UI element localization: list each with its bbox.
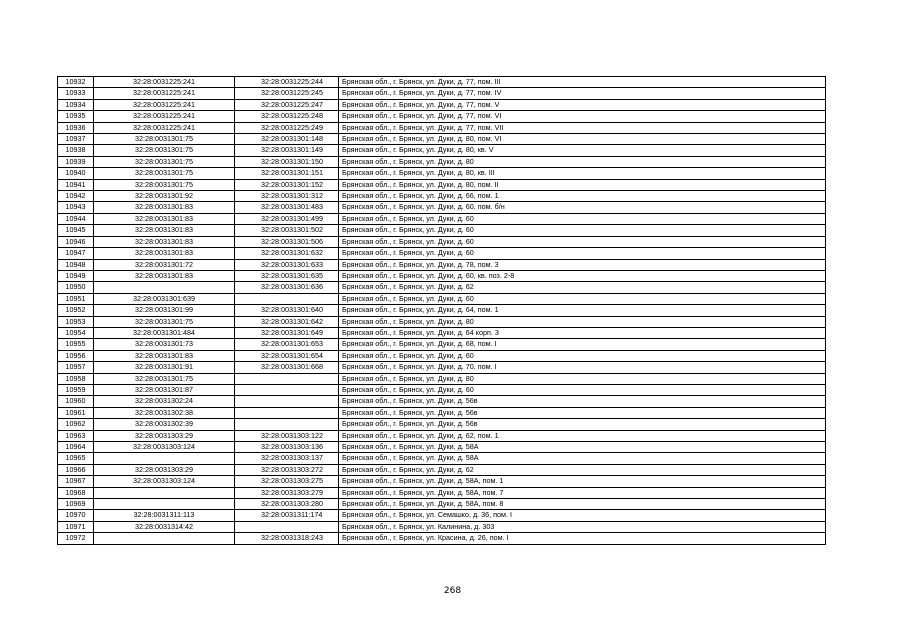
address-cell: Брянская обл., г. Брянск, ул. Дуки, д. 60: [339, 225, 826, 236]
table-row: [58, 248, 826, 259]
address-cell: Брянская обл., г. Брянск, ул. Дуки, д. 56в: [339, 396, 826, 407]
table-row: [58, 99, 826, 110]
object-cadastral-number-cell: 32:28:0031311:174: [235, 510, 339, 521]
row-number-cell: 10967: [58, 476, 94, 487]
object-cadastral-number-cell: 32:28:0031301:312: [235, 191, 339, 202]
parcel-cadastral-number-cell: 32:28:0031301:75: [94, 316, 235, 327]
row-number-cell: 10932: [58, 77, 94, 88]
row-number-cell: 10957: [58, 362, 94, 373]
object-cadastral-number-cell: [235, 419, 339, 430]
row-number-cell: 10961: [58, 407, 94, 418]
table-row: [58, 270, 826, 281]
address-cell: Брянская обл., г. Брянск, ул. Дуки, д. 80, кв. III: [339, 168, 826, 179]
parcel-cadastral-number-cell: 32:28:0031301:72: [94, 259, 235, 270]
parcel-cadastral-number-cell: [94, 533, 235, 544]
object-cadastral-number-cell: 32:28:0031225:247: [235, 99, 339, 110]
table-row: [58, 487, 826, 498]
address-cell: Брянская обл., г. Брянск, ул. Дуки, д. 80: [339, 316, 826, 327]
parcel-cadastral-number-cell: [94, 487, 235, 498]
parcel-cadastral-number-cell: 32:28:0031301:92: [94, 191, 235, 202]
parcel-cadastral-number-cell: 32:28:0031301:83: [94, 350, 235, 361]
row-number-cell: 10935: [58, 111, 94, 122]
object-cadastral-number-cell: 32:28:0031301:636: [235, 282, 339, 293]
table-row: [58, 134, 826, 145]
table-row: [58, 122, 826, 133]
object-cadastral-number-cell: 32:28:0031301:150: [235, 156, 339, 167]
address-cell: Брянская обл., г. Брянск, ул. Семашко, д. 36, пом. I: [339, 510, 826, 521]
row-number-cell: 10969: [58, 499, 94, 510]
object-cadastral-number-cell: 32:28:0031301:633: [235, 259, 339, 270]
row-number-cell: 10964: [58, 442, 94, 453]
object-cadastral-number-cell: [235, 521, 339, 532]
parcel-cadastral-number-cell: 32:28:0031301:75: [94, 156, 235, 167]
parcel-cadastral-number-cell: 32:28:0031301:639: [94, 293, 235, 304]
address-cell: Брянская обл., г. Брянск, ул. Дуки, д. 80, пом. II: [339, 179, 826, 190]
table-row: [58, 419, 826, 430]
address-cell: Брянская обл., г. Брянск, ул. Дуки, д. 80: [339, 156, 826, 167]
parcel-cadastral-number-cell: 32:28:0031301:83: [94, 270, 235, 281]
row-number-cell: 10950: [58, 282, 94, 293]
address-cell: Брянская обл., г. Брянск, ул. Дуки, д. 60: [339, 236, 826, 247]
address-cell: Брянская обл., г. Брянск, ул. Дуки, д. 68, пом. I: [339, 339, 826, 350]
object-cadastral-number-cell: [235, 396, 339, 407]
parcel-cadastral-number-cell: 32:28:0031301:83: [94, 225, 235, 236]
address-cell: Брянская обл., г. Брянск, ул. Дуки, д. 60: [339, 293, 826, 304]
row-number-cell: 10942: [58, 191, 94, 202]
table-row: [58, 179, 826, 190]
row-number-cell: 10933: [58, 88, 94, 99]
table-row: [58, 168, 826, 179]
table-row: [58, 407, 826, 418]
parcel-cadastral-number-cell: 32:28:0031225:241: [94, 122, 235, 133]
address-cell: Брянская обл., г. Брянск, ул. Дуки, д. 78, пом. 3: [339, 259, 826, 270]
address-cell: Брянская обл., г. Брянск, ул. Дуки, д. 60, кв. поз. 2-8: [339, 270, 826, 281]
row-number-cell: 10934: [58, 99, 94, 110]
row-number-cell: 10946: [58, 236, 94, 247]
address-cell: Брянская обл., г. Брянск, ул. Дуки, д. 77, пом. III: [339, 77, 826, 88]
table-row: [58, 499, 826, 510]
table-row: [58, 373, 826, 384]
parcel-cadastral-number-cell: 32:28:0031301:484: [94, 327, 235, 338]
object-cadastral-number-cell: 32:28:0031301:640: [235, 305, 339, 316]
address-cell: Брянская обл., г. Брянск, ул. Дуки, д. 80, пом. VI: [339, 134, 826, 145]
row-number-cell: 10955: [58, 339, 94, 350]
parcel-cadastral-number-cell: 32:28:0031303:29: [94, 464, 235, 475]
parcel-cadastral-number-cell: 32:28:0031225:241: [94, 99, 235, 110]
table-row: [58, 327, 826, 338]
address-cell: Брянская обл., г. Брянск, ул. Дуки, д. 60: [339, 248, 826, 259]
object-cadastral-number-cell: 32:28:0031303:136: [235, 442, 339, 453]
object-cadastral-number-cell: 32:28:0031301:654: [235, 350, 339, 361]
object-cadastral-number-cell: 32:28:0031301:483: [235, 202, 339, 213]
parcel-cadastral-number-cell: 32:28:0031311:113: [94, 510, 235, 521]
row-number-cell: 10945: [58, 225, 94, 236]
object-cadastral-number-cell: 32:28:0031301:649: [235, 327, 339, 338]
address-cell: Брянская обл., г. Брянск, ул. Дуки, д. 62: [339, 282, 826, 293]
row-number-cell: 10948: [58, 259, 94, 270]
address-cell: Брянская обл., г. Брянск, ул. Дуки, д. 60, пом. б/н: [339, 202, 826, 213]
object-cadastral-number-cell: 32:28:0031301:632: [235, 248, 339, 259]
row-number-cell: 10941: [58, 179, 94, 190]
parcel-cadastral-number-cell: [94, 453, 235, 464]
table-row: [58, 236, 826, 247]
address-cell: Брянская обл., г. Брянск, ул. Дуки, д. 80: [339, 373, 826, 384]
table-row: [58, 145, 826, 156]
row-number-cell: 10960: [58, 396, 94, 407]
object-cadastral-number-cell: 32:28:0031301:506: [235, 236, 339, 247]
object-cadastral-number-cell: 32:28:0031301:653: [235, 339, 339, 350]
object-cadastral-number-cell: 32:28:0031301:668: [235, 362, 339, 373]
address-cell: Брянская обл., г. Брянск, ул. Дуки, д. 56в: [339, 407, 826, 418]
table-row: [58, 384, 826, 395]
parcel-cadastral-number-cell: 32:28:0031303:124: [94, 476, 235, 487]
cadastral-table-body: [58, 77, 826, 545]
object-cadastral-number-cell: 32:28:0031301:151: [235, 168, 339, 179]
parcel-cadastral-number-cell: 32:28:0031301:87: [94, 384, 235, 395]
address-cell: Брянская обл., г. Брянск, ул. Дуки, д. 60: [339, 213, 826, 224]
row-number-cell: 10952: [58, 305, 94, 316]
object-cadastral-number-cell: 32:28:0031303:122: [235, 430, 339, 441]
parcel-cadastral-number-cell: 32:28:0031301:75: [94, 134, 235, 145]
table-row: [58, 282, 826, 293]
object-cadastral-number-cell: [235, 293, 339, 304]
address-cell: Брянская обл., г. Брянск, ул. Дуки, д. 77, пом. VI: [339, 111, 826, 122]
object-cadastral-number-cell: 32:28:0031225:248: [235, 111, 339, 122]
parcel-cadastral-number-cell: 32:28:0031301:83: [94, 213, 235, 224]
object-cadastral-number-cell: 32:28:0031303:275: [235, 476, 339, 487]
table-row: [58, 442, 826, 453]
object-cadastral-number-cell: 32:28:0031301:148: [235, 134, 339, 145]
object-cadastral-number-cell: 32:28:0031225:245: [235, 88, 339, 99]
row-number-cell: 10959: [58, 384, 94, 395]
parcel-cadastral-number-cell: [94, 282, 235, 293]
address-cell: Брянская обл., г. Брянск, ул. Дуки, д. 77, пом. VII: [339, 122, 826, 133]
parcel-cadastral-number-cell: 32:28:0031225:241: [94, 77, 235, 88]
parcel-cadastral-number-cell: 32:28:0031302:24: [94, 396, 235, 407]
object-cadastral-number-cell: 32:28:0031225:244: [235, 77, 339, 88]
parcel-cadastral-number-cell: 32:28:0031301:75: [94, 145, 235, 156]
table-row: [58, 213, 826, 224]
address-cell: Брянская обл., г. Брянск, ул. Дуки, д. 80, кв. V: [339, 145, 826, 156]
row-number-cell: 10962: [58, 419, 94, 430]
address-cell: Брянская обл., г. Брянск, ул. Дуки, д. 58А: [339, 453, 826, 464]
address-cell: Брянская обл., г. Брянск, ул. Дуки, д. 58А, пом. 8: [339, 499, 826, 510]
address-cell: Брянская обл., г. Брянск, ул. Дуки, д. 62, пом. 1: [339, 430, 826, 441]
address-cell: Брянская обл., г. Брянск, ул. Дуки, д. 60: [339, 350, 826, 361]
object-cadastral-number-cell: 32:28:0031303:272: [235, 464, 339, 475]
parcel-cadastral-number-cell: [94, 499, 235, 510]
parcel-cadastral-number-cell: 32:28:0031301:83: [94, 236, 235, 247]
address-cell: Брянская обл., г. Брянск, ул. Дуки, д. 77, пом. IV: [339, 88, 826, 99]
row-number-cell: 10943: [58, 202, 94, 213]
table-row: [58, 521, 826, 532]
table-row: [58, 316, 826, 327]
object-cadastral-number-cell: 32:28:0031301:635: [235, 270, 339, 281]
table-row: [58, 362, 826, 373]
table-row: [58, 453, 826, 464]
object-cadastral-number-cell: [235, 373, 339, 384]
address-cell: Брянская обл., г. Брянск, ул. Дуки, д. 60: [339, 384, 826, 395]
address-cell: Брянская обл., г. Брянск, ул. Дуки, д. 58А, пом. 7: [339, 487, 826, 498]
table-row: [58, 350, 826, 361]
row-number-cell: 10966: [58, 464, 94, 475]
table-row: [58, 202, 826, 213]
row-number-cell: 10937: [58, 134, 94, 145]
table-row: [58, 293, 826, 304]
row-number-cell: 10938: [58, 145, 94, 156]
row-number-cell: 10963: [58, 430, 94, 441]
address-cell: Брянская обл., г. Брянск, ул. Дуки, д. 62: [339, 464, 826, 475]
object-cadastral-number-cell: 32:28:0031318:243: [235, 533, 339, 544]
parcel-cadastral-number-cell: 32:28:0031301:83: [94, 248, 235, 259]
address-cell: Брянская обл., г. Брянск, ул. Калинина, д. 303: [339, 521, 826, 532]
table-row: [58, 156, 826, 167]
row-number-cell: 10954: [58, 327, 94, 338]
address-cell: Брянская обл., г. Брянск, ул. Дуки, д. 66, пом. 1: [339, 191, 826, 202]
row-number-cell: 10972: [58, 533, 94, 544]
table-row: [58, 396, 826, 407]
row-number-cell: 10970: [58, 510, 94, 521]
address-cell: Брянская обл., г. Брянск, ул. Дуки, д. 70, пом. I: [339, 362, 826, 373]
page-number: 268: [443, 586, 462, 596]
object-cadastral-number-cell: 32:28:0031301:149: [235, 145, 339, 156]
row-number-cell: 10949: [58, 270, 94, 281]
address-cell: Брянская обл., г. Брянск, ул. Дуки, д. 64 корп. 3: [339, 327, 826, 338]
row-number-cell: 10936: [58, 122, 94, 133]
row-number-cell: 10944: [58, 213, 94, 224]
object-cadastral-number-cell: 32:28:0031301:499: [235, 213, 339, 224]
address-cell: Брянская обл., г. Брянск, ул. Дуки, д. 64, пом. 1: [339, 305, 826, 316]
parcel-cadastral-number-cell: 32:28:0031301:83: [94, 202, 235, 213]
object-cadastral-number-cell: 32:28:0031303:279: [235, 487, 339, 498]
parcel-cadastral-number-cell: 32:28:0031301:75: [94, 168, 235, 179]
object-cadastral-number-cell: 32:28:0031225:249: [235, 122, 339, 133]
row-number-cell: 10965: [58, 453, 94, 464]
parcel-cadastral-number-cell: 32:28:0031301:73: [94, 339, 235, 350]
address-cell: Брянская обл., г. Брянск, ул. Дуки, д. 56в: [339, 419, 826, 430]
table-row: [58, 510, 826, 521]
object-cadastral-number-cell: 32:28:0031301:502: [235, 225, 339, 236]
table-row: [58, 305, 826, 316]
row-number-cell: 10958: [58, 373, 94, 384]
address-cell: Брянская обл., г. Брянск, ул. Дуки, д. 58А, пом. 1: [339, 476, 826, 487]
table-row: [58, 476, 826, 487]
table-row: [58, 259, 826, 270]
table-row: [58, 88, 826, 99]
table-row: [58, 111, 826, 122]
row-number-cell: 10940: [58, 168, 94, 179]
parcel-cadastral-number-cell: 32:28:0031301:75: [94, 373, 235, 384]
cadastral-table: [57, 76, 826, 545]
row-number-cell: 10971: [58, 521, 94, 532]
parcel-cadastral-number-cell: 32:28:0031303:29: [94, 430, 235, 441]
row-number-cell: 10947: [58, 248, 94, 259]
row-number-cell: 10956: [58, 350, 94, 361]
table-row: [58, 225, 826, 236]
table-row: [58, 430, 826, 441]
object-cadastral-number-cell: [235, 384, 339, 395]
table-row: [58, 191, 826, 202]
parcel-cadastral-number-cell: 32:28:0031301:75: [94, 179, 235, 190]
object-cadastral-number-cell: 32:28:0031303:280: [235, 499, 339, 510]
object-cadastral-number-cell: 32:28:0031301:152: [235, 179, 339, 190]
row-number-cell: 10951: [58, 293, 94, 304]
table-row: [58, 339, 826, 350]
address-cell: Брянская обл., г. Брянск, ул. Дуки, д. 77, пом. V: [339, 99, 826, 110]
object-cadastral-number-cell: [235, 407, 339, 418]
parcel-cadastral-number-cell: 32:28:0031301:91: [94, 362, 235, 373]
parcel-cadastral-number-cell: 32:28:0031302:39: [94, 419, 235, 430]
parcel-cadastral-number-cell: 32:28:0031301:99: [94, 305, 235, 316]
row-number-cell: 10968: [58, 487, 94, 498]
address-cell: Брянская обл., г. Брянск, ул. Красина, д. 26, пом. I: [339, 533, 826, 544]
row-number-cell: 10939: [58, 156, 94, 167]
parcel-cadastral-number-cell: 32:28:0031225:241: [94, 88, 235, 99]
object-cadastral-number-cell: 32:28:0031303:137: [235, 453, 339, 464]
row-number-cell: 10953: [58, 316, 94, 327]
parcel-cadastral-number-cell: 32:28:0031225:241: [94, 111, 235, 122]
parcel-cadastral-number-cell: 32:28:0031314:42: [94, 521, 235, 532]
table-row: [58, 77, 826, 88]
parcel-cadastral-number-cell: 32:28:0031303:124: [94, 442, 235, 453]
object-cadastral-number-cell: 32:28:0031301:642: [235, 316, 339, 327]
parcel-cadastral-number-cell: 32:28:0031302:38: [94, 407, 235, 418]
table-row: [58, 533, 826, 544]
table-row: [58, 464, 826, 475]
address-cell: Брянская обл., г. Брянск, ул. Дуки, д. 58А: [339, 442, 826, 453]
